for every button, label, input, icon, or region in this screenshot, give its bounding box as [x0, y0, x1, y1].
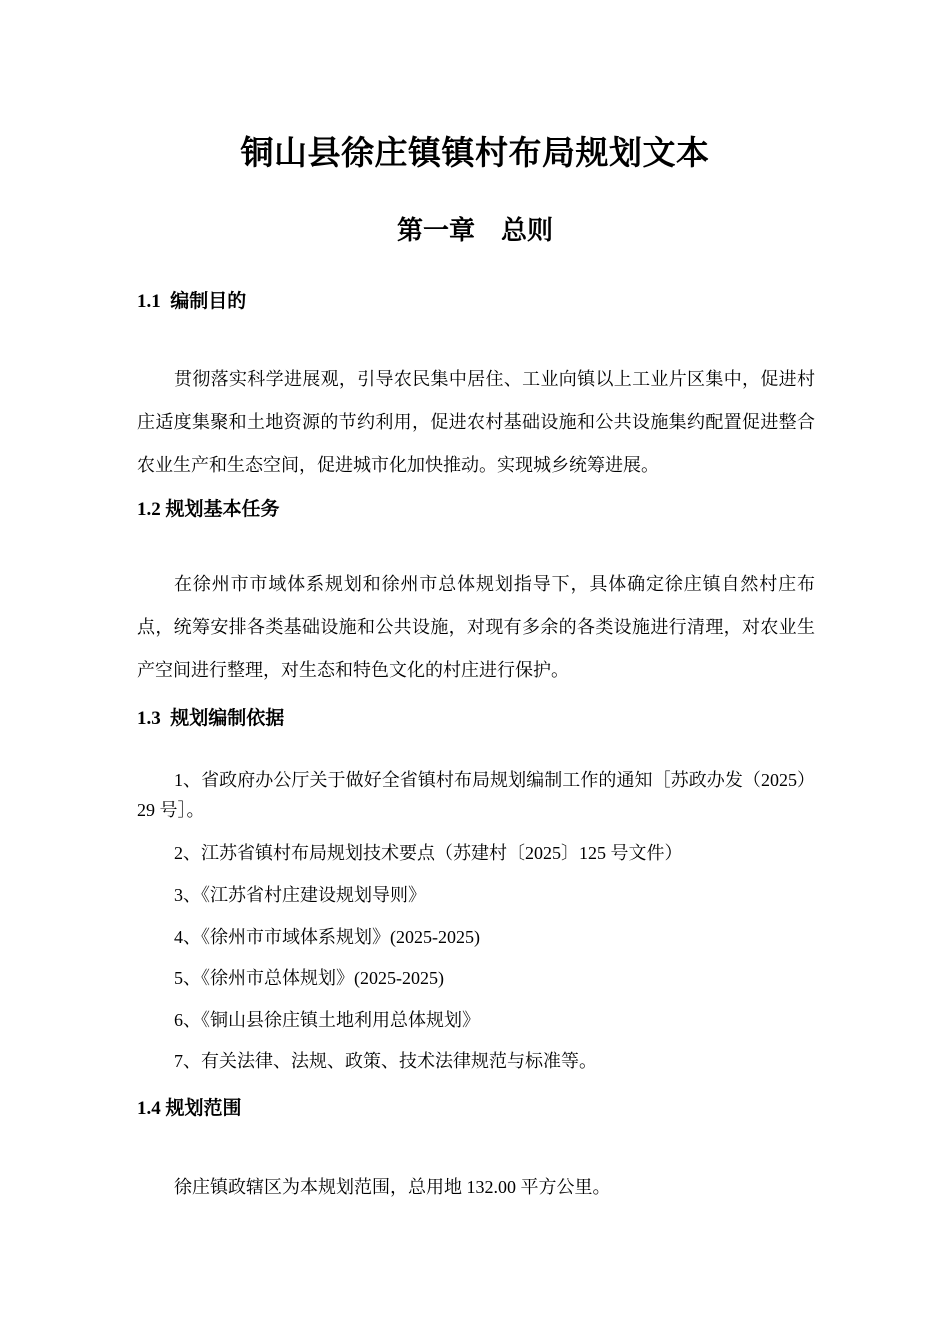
- list-item: 7、有关法律、法规、政策、技术法律规范与标准等。: [174, 1051, 597, 1071]
- list-item: 5、《徐州市总体规划》(2025-2025): [174, 968, 444, 988]
- list-item: 1、省政府办公厅关于做好全省镇村布局规划编制工作的通知［苏政办发（2025）29 号］。: [137, 770, 815, 820]
- section-heading-1-1: 1.1 编制目的: [137, 291, 247, 312]
- section-1-4-paragraph: 徐庄镇政辖区为本规划范围，总用地 132.00 平方公里。: [174, 1177, 611, 1197]
- list-item: 6、《铜山县徐庄镇土地利用总体规划》: [174, 1010, 480, 1030]
- chapter-title: 第一章 总则: [396, 216, 553, 245]
- section-1-2-paragraph: 在徐州市市域体系规划和徐州市总体规划指导下，具体确定徐庄镇自然村庄布点，统筹安排各类基础设施和公共设施，对现有多余的各类设施进行清理，对农业生产空间进行整理，对生态和特色文化的村庄进行保护。: [137, 574, 815, 680]
- document-title: 铜山县徐庄镇镇村布局规划文本: [240, 136, 710, 172]
- list-item: 4、《徐州市市域体系规划》(2025-2025): [174, 927, 480, 947]
- section-heading-1-3: 1.3 规划编制依据: [137, 708, 285, 729]
- list-item: 2、江苏省镇村布局规划技术要点（苏建村〔2025〕125 号文件）: [174, 843, 683, 863]
- section-heading-1-2: 1.2 规划基本任务: [137, 499, 280, 520]
- list-item: 3、《江苏省村庄建设规划导则》: [174, 885, 426, 905]
- section-heading-1-4: 1.4 规划范围: [137, 1098, 242, 1119]
- section-1-1-paragraph: 贯彻落实科学进展观，引导农民集中居住、工业向镇以上工业片区集中，促进村庄适度集聚和土地资源的节约利用，促进农村基础设施和公共设施集约配置促进整合农业生产和生态空间，促进城市化加快推动。实现城乡统筹进展。: [137, 369, 815, 475]
